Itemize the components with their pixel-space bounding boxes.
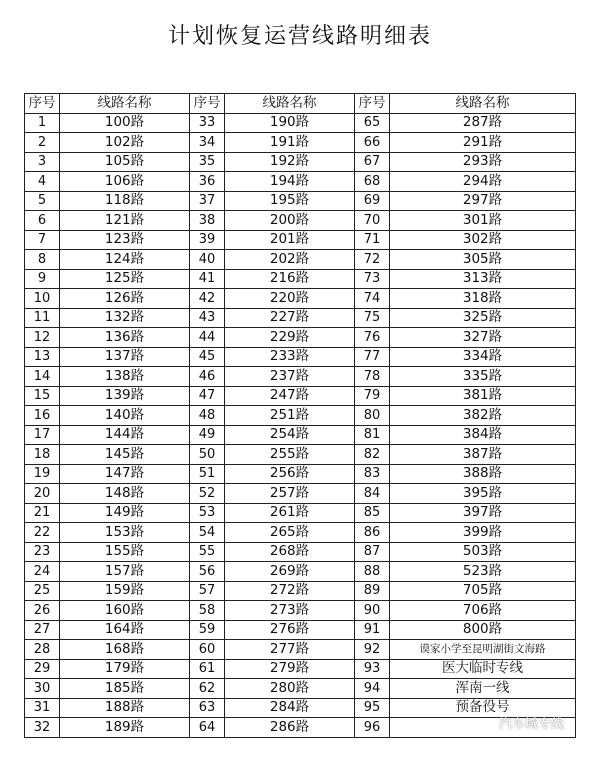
seq-cell: 55 (190, 542, 225, 562)
seq-cell: 10 (25, 289, 60, 309)
seq-cell: 18 (25, 445, 60, 465)
route-name-cell: 503路 (390, 542, 576, 562)
route-name-cell: 334路 (390, 347, 576, 367)
table-row (25, 367, 576, 387)
seq-cell: 68 (355, 172, 390, 192)
route-name-cell: 388路 (390, 464, 576, 484)
route-name-cell: 291路 (390, 133, 576, 153)
seq-cell: 80 (355, 406, 390, 426)
route-name-cell: 谟家小学至昆明湖街文海路 (390, 640, 576, 660)
route-name-cell: 192路 (225, 152, 355, 172)
route-name-cell: 254路 (225, 425, 355, 445)
seq-cell: 92 (355, 640, 390, 660)
route-name-cell: 140路 (60, 406, 190, 426)
table-row (25, 113, 576, 133)
seq-cell: 71 (355, 230, 390, 250)
table-row (25, 484, 576, 504)
route-name-cell: 125路 (60, 269, 190, 289)
route-name-cell: 325路 (390, 308, 576, 328)
route-name-cell: 237路 (225, 367, 355, 387)
seq-cell: 49 (190, 425, 225, 445)
route-name-cell: 179路 (60, 659, 190, 679)
seq-cell: 31 (25, 698, 60, 718)
seq-cell: 33 (190, 113, 225, 133)
route-name-cell: 381路 (390, 386, 576, 406)
route-name-cell: 144路 (60, 425, 190, 445)
seq-cell: 19 (25, 464, 60, 484)
route-name-cell: 523路 (390, 562, 576, 582)
table-row (25, 172, 576, 192)
table-row (25, 347, 576, 367)
route-name-cell: 126路 (60, 289, 190, 309)
seq-cell: 77 (355, 347, 390, 367)
route-name-cell: 121路 (60, 211, 190, 231)
watermark: 汽车城专线 (498, 717, 564, 732)
route-name-cell: 302路 (390, 230, 576, 250)
table-row (25, 464, 576, 484)
seq-cell: 94 (355, 679, 390, 699)
seq-cell: 70 (355, 211, 390, 231)
seq-cell: 52 (190, 484, 225, 504)
seq-cell: 27 (25, 620, 60, 640)
header-route-name: 线路名称 (60, 94, 190, 114)
seq-cell: 67 (355, 152, 390, 172)
table-row (25, 542, 576, 562)
seq-cell: 43 (190, 308, 225, 328)
route-name-cell: 293路 (390, 152, 576, 172)
route-name-cell: 124路 (60, 250, 190, 270)
route-name-cell: 149路 (60, 503, 190, 523)
route-name-cell: 229路 (225, 328, 355, 348)
seq-cell: 2 (25, 133, 60, 153)
table-row (25, 601, 576, 621)
header-seq: 序号 (355, 94, 390, 114)
route-name-cell: 137路 (60, 347, 190, 367)
route-name-cell: 269路 (225, 562, 355, 582)
seq-cell: 96 (355, 718, 390, 738)
route-name-cell: 261路 (225, 503, 355, 523)
table-row (25, 562, 576, 582)
seq-cell: 4 (25, 172, 60, 192)
seq-cell: 60 (190, 640, 225, 660)
table-row (25, 640, 576, 660)
route-name-cell: 280路 (225, 679, 355, 699)
seq-cell: 1 (25, 113, 60, 133)
seq-cell: 72 (355, 250, 390, 270)
table-row (25, 308, 576, 328)
table-row (25, 698, 576, 718)
route-name-cell: 399路 (390, 523, 576, 543)
seq-cell: 66 (355, 133, 390, 153)
route-name-cell: 132路 (60, 308, 190, 328)
seq-cell: 81 (355, 425, 390, 445)
table-row (25, 191, 576, 211)
table-row (25, 718, 576, 738)
seq-cell: 37 (190, 191, 225, 211)
route-name-cell: 138路 (60, 367, 190, 387)
table-header-row (25, 94, 576, 114)
seq-cell: 90 (355, 601, 390, 621)
route-name-cell: 195路 (225, 191, 355, 211)
table-row (25, 406, 576, 426)
seq-cell: 58 (190, 601, 225, 621)
route-name-cell: 185路 (60, 679, 190, 699)
route-name-cell: 284路 (225, 698, 355, 718)
table-row (25, 679, 576, 699)
table-row (25, 152, 576, 172)
seq-cell: 34 (190, 133, 225, 153)
route-name-cell: 189路 (60, 718, 190, 738)
seq-cell: 65 (355, 113, 390, 133)
route-name-cell: 118路 (60, 191, 190, 211)
route-name-cell: 105路 (60, 152, 190, 172)
route-name-cell: 255路 (225, 445, 355, 465)
seq-cell: 82 (355, 445, 390, 465)
seq-cell: 41 (190, 269, 225, 289)
seq-cell: 17 (25, 425, 60, 445)
seq-cell: 32 (25, 718, 60, 738)
seq-cell: 21 (25, 503, 60, 523)
table-row (25, 386, 576, 406)
seq-cell: 14 (25, 367, 60, 387)
route-name-cell: 705路 (390, 581, 576, 601)
table-row (25, 503, 576, 523)
route-name-cell: 160路 (60, 601, 190, 621)
route-name-cell: 164路 (60, 620, 190, 640)
seq-cell: 79 (355, 386, 390, 406)
seq-cell: 62 (190, 679, 225, 699)
route-name-cell: 153路 (60, 523, 190, 543)
route-name-cell: 272路 (225, 581, 355, 601)
route-name-cell: 102路 (60, 133, 190, 153)
seq-cell: 85 (355, 503, 390, 523)
route-name-cell: 200路 (225, 211, 355, 231)
route-name-cell: 168路 (60, 640, 190, 660)
seq-cell: 76 (355, 328, 390, 348)
seq-cell: 42 (190, 289, 225, 309)
seq-cell: 39 (190, 230, 225, 250)
table-row (25, 445, 576, 465)
seq-cell: 73 (355, 269, 390, 289)
route-name-cell: 139路 (60, 386, 190, 406)
route-name-cell: 医大临时专线 (390, 659, 576, 679)
header-seq: 序号 (190, 94, 225, 114)
seq-cell: 40 (190, 250, 225, 270)
route-name-cell: 157路 (60, 562, 190, 582)
table-row (25, 289, 576, 309)
route-name-cell: 397路 (390, 503, 576, 523)
route-name-cell: 286路 (225, 718, 355, 738)
seq-cell: 48 (190, 406, 225, 426)
seq-cell: 26 (25, 601, 60, 621)
route-name-cell: 155路 (60, 542, 190, 562)
table-row (25, 659, 576, 679)
table-row (25, 269, 576, 289)
seq-cell: 45 (190, 347, 225, 367)
seq-cell: 30 (25, 679, 60, 699)
seq-cell: 24 (25, 562, 60, 582)
seq-cell: 5 (25, 191, 60, 211)
seq-cell: 74 (355, 289, 390, 309)
route-name-cell: 706路 (390, 601, 576, 621)
seq-cell: 54 (190, 523, 225, 543)
route-name-cell: 浑南一线 (390, 679, 576, 699)
table-row (25, 211, 576, 231)
table-row (25, 133, 576, 153)
seq-cell: 75 (355, 308, 390, 328)
route-name-cell: 227路 (225, 308, 355, 328)
route-name-cell: 202路 (225, 250, 355, 270)
seq-cell: 38 (190, 211, 225, 231)
seq-cell: 84 (355, 484, 390, 504)
seq-cell: 64 (190, 718, 225, 738)
seq-cell: 50 (190, 445, 225, 465)
seq-cell: 47 (190, 386, 225, 406)
route-name-cell: 220路 (225, 289, 355, 309)
route-table (24, 93, 576, 738)
route-name-cell: 800路 (390, 620, 576, 640)
seq-cell: 83 (355, 464, 390, 484)
route-name-cell: 327路 (390, 328, 576, 348)
seq-cell: 20 (25, 484, 60, 504)
route-name-cell: 159路 (60, 581, 190, 601)
seq-cell: 46 (190, 367, 225, 387)
seq-cell: 3 (25, 152, 60, 172)
seq-cell: 91 (355, 620, 390, 640)
seq-cell: 69 (355, 191, 390, 211)
route-name-cell: 301路 (390, 211, 576, 231)
seq-cell: 63 (190, 698, 225, 718)
route-name-cell: 251路 (225, 406, 355, 426)
route-name-cell: 233路 (225, 347, 355, 367)
table-row (25, 581, 576, 601)
route-name-cell: 335路 (390, 367, 576, 387)
seq-cell: 93 (355, 659, 390, 679)
seq-cell: 11 (25, 308, 60, 328)
route-name-cell: 268路 (225, 542, 355, 562)
seq-cell: 61 (190, 659, 225, 679)
route-name-cell: 216路 (225, 269, 355, 289)
seq-cell: 13 (25, 347, 60, 367)
route-name-cell: 287路 (390, 113, 576, 133)
route-name-cell: 257路 (225, 484, 355, 504)
seq-cell: 22 (25, 523, 60, 543)
route-name-cell: 201路 (225, 230, 355, 250)
route-name-cell: 279路 (225, 659, 355, 679)
seq-cell: 56 (190, 562, 225, 582)
seq-cell: 36 (190, 172, 225, 192)
table-row (25, 620, 576, 640)
route-name-cell: 106路 (60, 172, 190, 192)
route-name-cell: 305路 (390, 250, 576, 270)
seq-cell: 16 (25, 406, 60, 426)
route-name-cell: 100路 (60, 113, 190, 133)
seq-cell: 44 (190, 328, 225, 348)
seq-cell: 53 (190, 503, 225, 523)
seq-cell: 9 (25, 269, 60, 289)
seq-cell: 89 (355, 581, 390, 601)
route-name-cell: 273路 (225, 601, 355, 621)
seq-cell: 59 (190, 620, 225, 640)
seq-cell: 23 (25, 542, 60, 562)
seq-cell: 12 (25, 328, 60, 348)
page-title: 计划恢复运营线路明细表 (167, 24, 432, 49)
seq-cell: 15 (25, 386, 60, 406)
route-name-cell: 384路 (390, 425, 576, 445)
seq-cell: 35 (190, 152, 225, 172)
route-name-cell: 276路 (225, 620, 355, 640)
seq-cell: 87 (355, 542, 390, 562)
table-row (25, 523, 576, 543)
route-name-cell: 188路 (60, 698, 190, 718)
seq-cell: 6 (25, 211, 60, 231)
table-row (25, 328, 576, 348)
route-name-cell: 147路 (60, 464, 190, 484)
route-name-cell: 145路 (60, 445, 190, 465)
route-name-cell: 265路 (225, 523, 355, 543)
seq-cell: 95 (355, 698, 390, 718)
table-row (25, 425, 576, 445)
route-name-cell: 预备役号 (390, 698, 576, 718)
route-name-cell: 313路 (390, 269, 576, 289)
route-name-cell: 382路 (390, 406, 576, 426)
route-name-cell: 136路 (60, 328, 190, 348)
route-name-cell: 247路 (225, 386, 355, 406)
table-row (25, 230, 576, 250)
seq-cell: 28 (25, 640, 60, 660)
route-name-cell: 277路 (225, 640, 355, 660)
seq-cell: 78 (355, 367, 390, 387)
seq-cell: 29 (25, 659, 60, 679)
header-route-name: 线路名称 (390, 94, 576, 114)
seq-cell: 7 (25, 230, 60, 250)
seq-cell: 8 (25, 250, 60, 270)
seq-cell: 57 (190, 581, 225, 601)
table-row (25, 250, 576, 270)
route-name-cell: 194路 (225, 172, 355, 192)
route-name-cell: 191路 (225, 133, 355, 153)
header-route-name: 线路名称 (225, 94, 355, 114)
route-name-cell: 190路 (225, 113, 355, 133)
route-name-cell: 123路 (60, 230, 190, 250)
seq-cell: 86 (355, 523, 390, 543)
route-name-cell: 256路 (225, 464, 355, 484)
route-name-cell: 294路 (390, 172, 576, 192)
route-name-cell: 148路 (60, 484, 190, 504)
seq-cell: 25 (25, 581, 60, 601)
seq-cell: 51 (190, 464, 225, 484)
route-name-cell: 318路 (390, 289, 576, 309)
route-name-cell: 387路 (390, 445, 576, 465)
route-name-cell: 395路 (390, 484, 576, 504)
seq-cell: 88 (355, 562, 390, 582)
header-seq: 序号 (25, 94, 60, 114)
route-name-cell: 297路 (390, 191, 576, 211)
